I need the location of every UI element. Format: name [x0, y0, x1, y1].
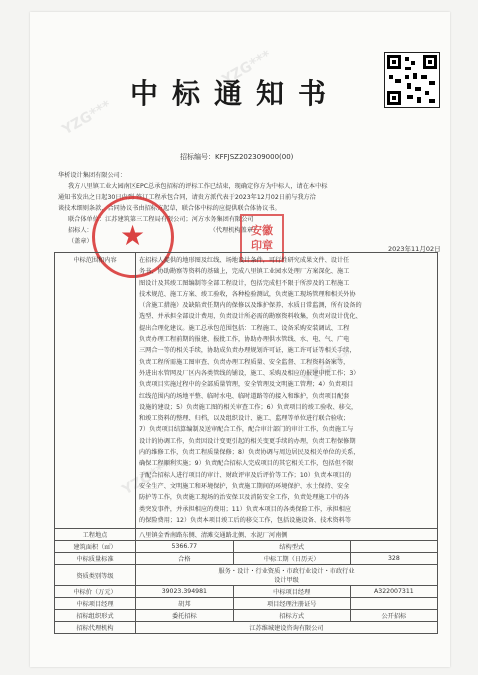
- scope-line: 7）负责项目结算编制及送审配合工作，配合审计部门的审计工作，负责施工与: [139, 426, 354, 434]
- body-line: 通知书发出之日起30日内到 签订工程承包合同，请贵方派代表于2023年12月02日前与我方洽: [58, 194, 316, 201]
- row-label: 中标工期（日历天）: [233, 553, 350, 565]
- row-value: 公开招标: [350, 610, 437, 622]
- row-label: 中标质量标准: [55, 553, 136, 565]
- row-label: 中标项目经理: [55, 598, 136, 610]
- row-value: [350, 541, 437, 553]
- body-line: 联合体单位：江苏建筑第三工程局有限公司；河方水务集团有限公司: [68, 216, 254, 223]
- row-label: 招标方式: [233, 610, 350, 622]
- scope-label: 中标范围和内容: [55, 253, 136, 529]
- scope-line: 外进出水管网及厂区内各类管线的铺设，施工、采购及相应的报建申批工作；3）: [139, 369, 360, 377]
- body-line: 我方八里镇工业大园南区EPC总承包招标的评标工作已结束，现确定你方为中标人，请在本中标: [68, 183, 328, 190]
- tenderer-label: 招标人：: [68, 227, 93, 234]
- scope-line: 图设计及其竣工图编制等全部工程设计，包括完成但不限于所涉及的工程施工: [139, 279, 350, 287]
- table-row: [55, 529, 438, 541]
- row-value: A322007311: [350, 586, 437, 598]
- scope-line: 类突发事件，并承担相应的费用；11）负责本项目的各类保险工作，承担相应: [139, 505, 352, 513]
- table-row: [55, 565, 438, 586]
- star-icon: ★: [120, 219, 146, 252]
- scope-line: 的保险费用；12）负责本项目竣工后的移交工作，包括设施设备、技术资料等: [139, 516, 352, 524]
- scope-line: 内的维修工作，负责工程质量保修；8）负责协调与周边居民及相关单位的关系，: [139, 449, 360, 457]
- row-label: 工程地点: [55, 529, 136, 541]
- table-row: [55, 553, 438, 565]
- body-line: （盖章）: [68, 238, 93, 245]
- document-title: 中标通知书: [130, 77, 341, 110]
- row-value: 39023.394981: [136, 586, 234, 598]
- row-label: 招标组织形式: [55, 610, 136, 622]
- scope-line: 负责办理工程前期的报建、报批工作，协助办理供水管线、水、电、气、广电: [139, 336, 350, 344]
- table-row: [55, 253, 438, 529]
- scope-line: 于配合招标人进行项目的审计、财政评审及后评价等工作；10）负责本项目的: [139, 471, 352, 479]
- row-label: 项目经理注册证号: [233, 598, 350, 610]
- award-details-table: [54, 252, 438, 634]
- qualification-line: 服务・设计・行业资质・市政行业设计・市政行业: [218, 568, 355, 575]
- row-value: 江苏维城建设咨询有限公司: [136, 622, 438, 634]
- scope-line: 负责项目实施过程中的全部质量管理，安全管理及文明施工管理；4）负责项目: [139, 381, 354, 389]
- table-row: [55, 622, 438, 634]
- table-row: [55, 541, 438, 553]
- agent-seal-label: （代理机构盖章）: [212, 227, 260, 234]
- qualification-line: 设计甲级: [274, 577, 299, 584]
- row-value: [350, 598, 437, 610]
- table-row: [55, 598, 438, 610]
- recipient: 华析设计集团有限公司：: [58, 172, 127, 179]
- scope-line: 防护等工作，负责施工现场的治安保卫及消防安全工作，负责处理施工中的各: [139, 494, 350, 502]
- issue-date: 2023年11月02日: [388, 245, 441, 253]
- row-label: 建筑面积（㎡）: [55, 541, 136, 553]
- qr-code-icon: [384, 52, 440, 108]
- scope-line: （含施工措施）及缺陷责任期内的保修以及维护保养、水质日常监测，所有设备的: [139, 302, 362, 310]
- scope-line: 确保工程顺利实施；9）负责配合招标人完成项目的其它相关工作，包括但不限: [139, 460, 354, 468]
- scope-line: 提出合理化建议。施工总承包范围包括：工程施工、设备采购安装调试、工程: [139, 324, 350, 332]
- seal-text: 安徽: [251, 224, 273, 237]
- scope-line: 设施的建设；5）负责施工图的相关审查工作；6）负责项目的竣工验收、移交，: [139, 403, 358, 411]
- row-label: 中标项目经理: [233, 586, 350, 598]
- table-row: [55, 586, 438, 598]
- row-value: 328: [350, 553, 437, 565]
- row-value: 委托招标: [136, 610, 234, 622]
- scope-line: 设计的协调工作，负责因设计变更引起的相关变更手续的办理，负责工程保修期: [139, 437, 356, 445]
- scope-line: 负责工程所需施工图审查、负责办理工程质量、安全监督、工程资料备案等，: [139, 358, 350, 366]
- scope-content: [136, 253, 438, 529]
- scope-line: 和竣工资料的整理、归档，以及组织设计、施工、监理等单位进行联合验收；: [139, 415, 350, 423]
- table-row: [55, 610, 438, 622]
- body-line: 谈技术细则条款，合同协议书由招标方起草，联合体中标的应提供联合体协议书。: [58, 205, 281, 212]
- scope-line: 红线范围内的场地平整、临时水电、临时道路等的接入和维护，负责项目配套: [139, 392, 350, 400]
- scope-line: 务书、协助勘察等资料的基础上，完成八里镇工业园水处理厂方案深化、施工: [139, 268, 350, 276]
- scope-line: 选型、并承担全部设计费用，负责设计所必需的勘察资料收集，负责对设计优化、: [139, 313, 362, 321]
- scope-line: 安全生产、文明施工和环境保护，负责施工期间的环境保护、水土保持、安全: [139, 482, 350, 490]
- seal-text: 印章: [251, 239, 273, 252]
- row-label: 资质类别等级: [55, 565, 136, 586]
- row-value: 合格: [136, 553, 234, 565]
- row-value: 八里镇金香南路东侧、清滩交通路北侧、水泥厂河南侧: [136, 529, 438, 541]
- document-number-label: 招标编号：: [180, 153, 215, 161]
- row-label: 招标代理机构: [55, 622, 136, 634]
- row-value: 5366.77: [136, 541, 234, 553]
- scope-line: 三网合一等的相关手续，协助成负责办理规划许可证，施工许可证等相关手续，: [139, 347, 356, 355]
- document-number: [180, 152, 293, 162]
- row-value: [136, 565, 438, 586]
- document-number-value: KFFJSZ202309000(00): [215, 153, 294, 161]
- row-label: 中标价（万元）: [55, 586, 136, 598]
- scope-line: 技术规范、施工方案、竣工验收，各种检验测试，负责施工现场管理和相关外协: [139, 290, 356, 298]
- scope-line: 在招标人提供的地形图及红线、场地设计条件，可行性研究成果文件、设计任: [139, 257, 350, 264]
- row-value: 胡邦: [136, 598, 234, 610]
- row-label: 结构型式: [233, 541, 350, 553]
